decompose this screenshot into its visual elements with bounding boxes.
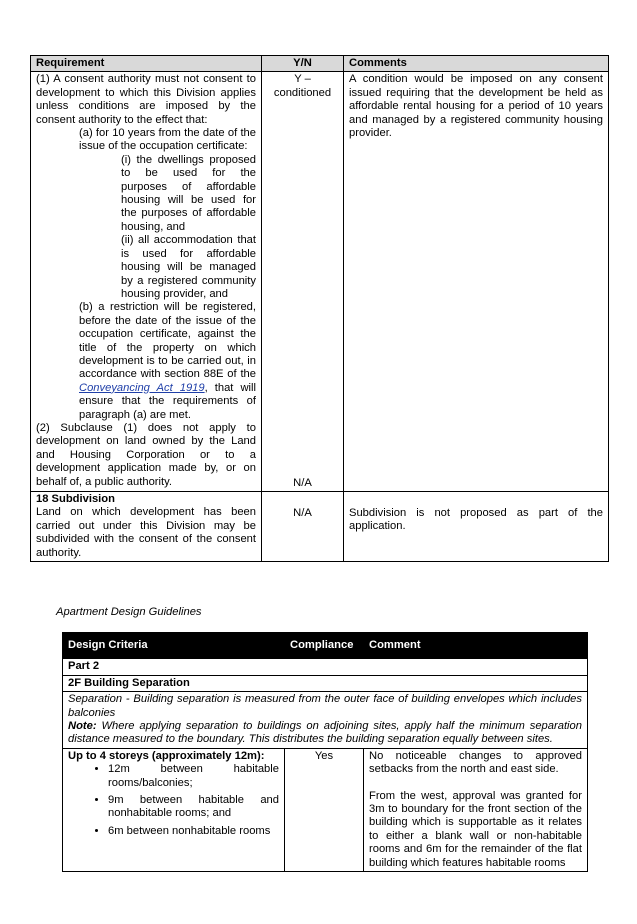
comment-cell: A condition would be imposed on any consent issued requiring that the development be held as affordable rental housing for a period of 10 years and managed by a registered community housing provider. <box>344 72 609 492</box>
section-label: 2F Building Separation <box>63 675 588 691</box>
requirement-cell <box>31 72 262 492</box>
yn-cell: N/A <box>262 492 344 562</box>
requirement-cell <box>31 492 262 562</box>
subdivision-title: 18 Subdivision <box>36 493 115 505</box>
list-item: • 6m between nonhabitable rooms <box>108 825 279 838</box>
table-row <box>63 675 588 691</box>
separation-note-cell <box>63 692 588 749</box>
requirements-table <box>30 55 609 562</box>
criteria-list <box>68 763 279 838</box>
clause-1a-i: (i) the dwellings proposed to be used for the purposes of affordable housing will be used for the purposes of affordable housing, and <box>121 153 256 233</box>
list-item: • 12m between habitable rooms/balconies; <box>108 763 279 790</box>
design-guidelines-table <box>62 632 588 872</box>
criteria-title: Up to 4 storeys (approximately 12m): <box>68 749 265 762</box>
comment-cell: Subdivision is not proposed as part of the application. <box>344 492 609 562</box>
clause-1: (1) A consent authority must not consent to development to which this Division applies unless conditions are imposed by the consent authority to the effect that: <box>36 73 256 126</box>
list-item: • 9m between habitable and nonhabitable rooms; and <box>108 794 279 821</box>
subdivision-text: Land on which development has been carried out under this Division may be subdivided with the consent of the consent authority. <box>36 506 256 559</box>
separation-note: Separation - Building separation is measured from the outer face of building envelopes which includes balconies <box>68 693 582 719</box>
yn-cell <box>262 72 344 492</box>
yn-na: N/A <box>293 476 312 489</box>
table-row <box>63 692 588 749</box>
header-requirement: Requirement <box>31 56 262 72</box>
table-header-row <box>63 633 588 659</box>
yn-value-conditioned: conditioned <box>273 86 332 99</box>
table-row <box>63 659 588 675</box>
clause-1b: (b) a restriction will be registered, before the date of the issue of the occupation certificate, against the title of the property on which development is to be carried out, in accordance with section 88E of the Conveyancing Act 1919, that will ensure that the requirements of paragraph (a) are met. <box>79 301 256 421</box>
compliance-cell: Yes <box>285 748 364 871</box>
adjoining-note: Note: Where applying separation to buildings on adjoining sites, apply half the minimum separation distance measured to the boundary. This distributes the building separation equally between sites. <box>68 720 582 746</box>
yn-value: Y – <box>294 73 311 86</box>
comment-cell <box>364 748 588 871</box>
comment-paragraph: From the west, approval was granted for 3m to boundary for the front section of the building which is supportable as it relates to either a blank wall or non-habitable rooms and 6m for the remainder of the flat building which features habitable rooms <box>369 789 582 869</box>
header-compliance: Compliance <box>285 633 364 659</box>
clause-2: (2) Subclause (1) does not apply to development on land owned by the Land and Housing Corporation or to a development application made by, or on behalf of, a public authority. <box>36 421 256 488</box>
header-design-criteria: Design Criteria <box>63 633 285 659</box>
table-row <box>31 492 609 562</box>
table-row <box>31 72 609 492</box>
part-label: Part 2 <box>63 659 588 675</box>
table-header-row <box>31 56 609 72</box>
header-yn: Y/N <box>262 56 344 72</box>
comment-paragraph: No noticeable changes to approved setbacks from the north and east side. <box>369 749 582 776</box>
clause-1a: (a) for 10 years from the date of the issue of the occupation certificate: <box>79 127 256 153</box>
header-comments: Comments <box>344 56 609 72</box>
clause-1a-ii: (ii) all accommodation that is used for affordable housing will be managed by a registered community housing provider, and <box>121 234 256 300</box>
conveyancing-act-link[interactable]: Conveyancing Act 1919 <box>79 381 205 394</box>
section-caption: Apartment Design Guidelines <box>56 606 202 618</box>
table-row <box>63 748 588 871</box>
criteria-cell <box>63 748 285 871</box>
header-comment: Comment <box>364 633 588 659</box>
